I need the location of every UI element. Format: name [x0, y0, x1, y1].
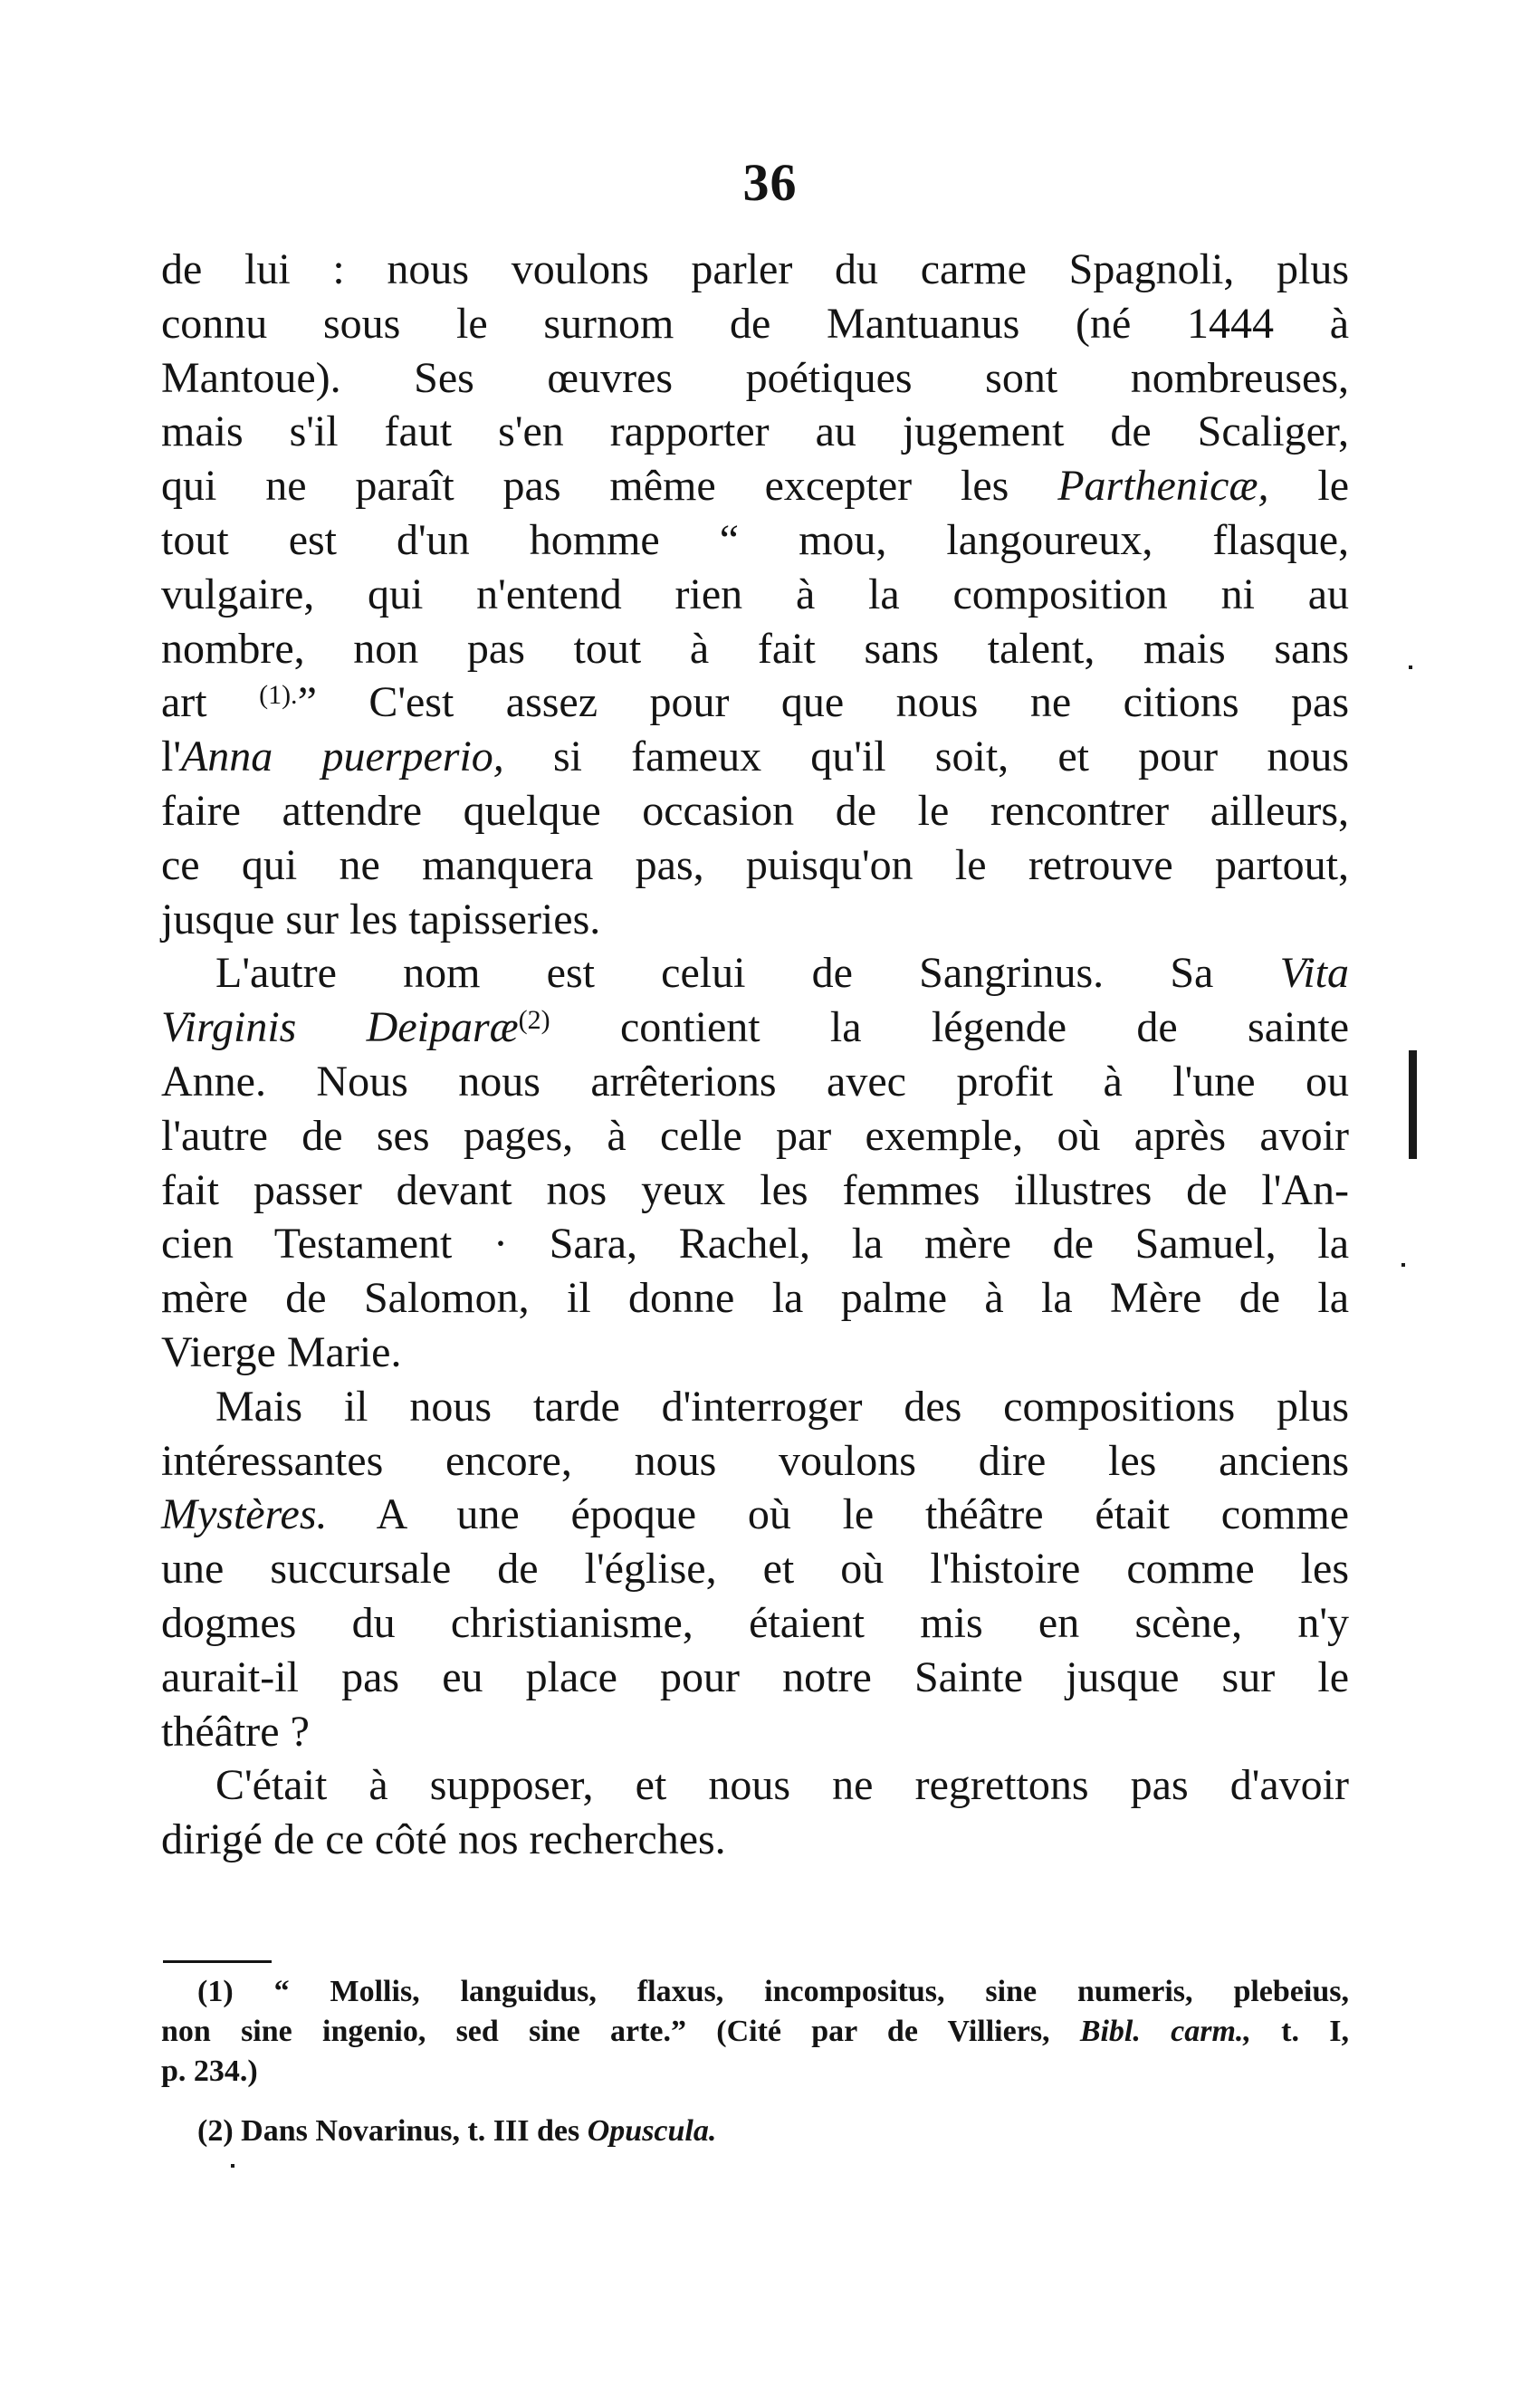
title-parthenicae: Parthenicæ, [1057, 462, 1269, 511]
text-line: C'était à supposer, et nous ne regrettons pas d'avoir [215, 1761, 1349, 1810]
text-line: l'autre de ses pages, à celle par exemple, où après avoir [161, 1111, 1349, 1160]
text-line: connu sous le surnom de Mantuanus (né 1444 à [161, 299, 1349, 348]
margin-dot [1401, 1263, 1405, 1267]
text-line [161, 946, 1349, 1001]
text-line: fait passer devant nos yeux les femmes illustres de l'An- [161, 1165, 1349, 1214]
text-line: Mais il nous tarde d'interroger des compositions plus [215, 1382, 1349, 1431]
text-line: cien Testament · Sara, Rachel, la mère de Samuel, la [161, 1220, 1349, 1269]
footnote-title-bibl: Bibl. carm., [1079, 2015, 1251, 2048]
text-span: le [1268, 462, 1350, 511]
text-line: Anne. Nous nous arrêterions avec profit à l'une ou [161, 1057, 1349, 1106]
text-line: nombre, non pas tout à fait sans talent, mais sans [161, 624, 1349, 673]
text-line: une succursale de l'église, et où l'histoire comme les [161, 1545, 1349, 1594]
text-line: faire attendre quelque occasion de le rencontrer ailleurs, [161, 786, 1349, 835]
footnote-ref-2: (2) [518, 1005, 550, 1036]
text-line: mais s'il faut s'en rapporter au jugement de Scaliger, [161, 407, 1349, 456]
title-anna-puerperio: Anna puerperio, [180, 733, 504, 781]
footnote-1-line: (1) “ Mollis, languidus, flaxus, incompositus, sine numeris, plebeius, [197, 1975, 1349, 2008]
text-line: dirigé de ce côté nos recherches. [161, 1815, 726, 1864]
text-line: vulgaire, qui n'entend rien à la composition ni au [161, 570, 1349, 618]
text-line [161, 1488, 1349, 1542]
footnote-1-line: p. 234.) [161, 2054, 258, 2088]
footnotes [161, 1972, 1349, 2151]
text-line [161, 675, 1349, 730]
footnote-2-line [161, 2112, 1349, 2151]
margin-mark [1409, 1050, 1417, 1159]
text-span: (2) Dans Novarinus, t. III des [197, 2114, 580, 2148]
text-span: si fameux qu'il soit, et pour nous [503, 733, 1350, 781]
title-vita: Vita [1279, 949, 1349, 998]
main-text [161, 243, 1349, 1867]
margin-dot [231, 2164, 234, 2168]
text-line: dogmes du christianisme, étaient mis en scène, n'y [161, 1598, 1349, 1647]
text-span: ” C'est assez pour que nous ne citions pas [297, 678, 1349, 727]
text-span: art [161, 678, 207, 727]
text-span: contient la légende de sainte [550, 1003, 1350, 1052]
title-virginis-deiparae: Virginis Deiparæ [161, 1003, 519, 1052]
text-line [161, 730, 1349, 784]
footnote-title-opuscula: Opuscula. [587, 2114, 717, 2148]
text-line [161, 459, 1349, 513]
margin-dot [1409, 666, 1412, 669]
text-line: intéressantes encore, nous voulons dire les anciens [161, 1436, 1349, 1485]
text-span: qui ne paraît pas même excepter les [161, 462, 1009, 511]
text-line: Mantoue). Ses œuvres poétiques sont nombreuses, [161, 353, 1349, 402]
text-span: non sine ingenio, sed sine arte.” (Cité par de Villiers, [161, 2015, 1050, 2048]
text-span: A une époque où le théâtre était comme [327, 1490, 1349, 1539]
footnote-divider [163, 1960, 272, 1963]
text-line: théâtre ? [161, 1707, 310, 1756]
text-line [161, 1001, 1349, 1055]
text-span: L'autre nom est celui de Sangrinus. Sa [215, 949, 1214, 998]
text-line: mère de Salomon, il donne la palme à la Mère de la [161, 1274, 1349, 1323]
text-line: Vierge Marie. [161, 1327, 402, 1376]
page-number: 36 [742, 153, 798, 212]
text-span: t. I, [1250, 2015, 1349, 2048]
text-line: de lui : nous voulons parler du carme Spagnoli, plus [161, 245, 1349, 293]
title-mysteres: Mystères. [161, 1490, 328, 1539]
text-line: ce qui ne manquera pas, puisqu'on le retrouve partout, [161, 840, 1349, 889]
text-line: tout est d'un homme “ mou, langoureux, flasque, [161, 515, 1349, 564]
text-span: l' [161, 733, 181, 781]
text-line: aurait-il pas eu place pour notre Sainte jusque sur le [161, 1652, 1349, 1701]
footnote-ref-1: (1). [259, 680, 298, 711]
footnote-1-line [161, 2012, 1349, 2052]
text-line: jusque sur les tapisseries. [161, 895, 601, 943]
